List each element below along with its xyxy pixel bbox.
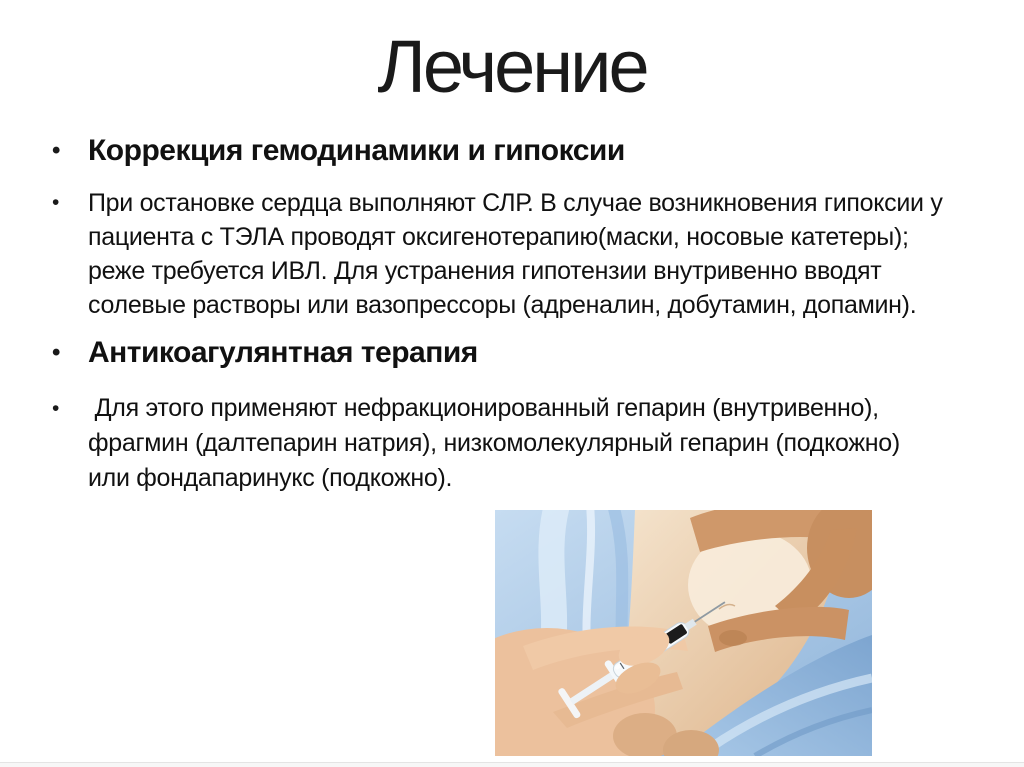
body-line: реже требуется ИВЛ. Для устранения гипотензии внутривенно вводят <box>88 257 882 285</box>
bullet-heading-hemodynamics <box>52 133 625 169</box>
body-line: пациента с ТЭЛА проводят оксигенотерапию(маски, носовые катетеры); <box>88 223 909 251</box>
bullet-body-text <box>88 186 943 322</box>
body-line: При остановке сердца выполняют СЛР. В случае возникновения гипоксии у <box>88 189 943 217</box>
body-line: фрагмин (далтепарин натрия), низкомолекулярный гепарин (подкожно) <box>88 429 900 457</box>
body-line: или фондапаринукс (подкожно). <box>88 464 453 492</box>
bullet-marker: • <box>52 191 60 214</box>
bullet-body-anticoagulant <box>52 391 900 496</box>
injection-photo-graphic <box>495 510 872 756</box>
bullet-heading-anticoagulant <box>52 335 478 371</box>
bullet-heading-text: Антикоагулянтная терапия <box>88 336 478 369</box>
bullet-heading-text: Коррекция гемодинамики и гипоксии <box>88 134 625 167</box>
bullet-marker: • <box>52 339 60 366</box>
body-line: Для этого применяют нефракционированный гепарин (внутривенно), <box>88 394 879 422</box>
bullet-marker: • <box>52 397 60 420</box>
body-line: солевые растворы или вазопрессоры (адреналин, добутамин, допамин). <box>88 291 917 319</box>
bullet-body-text <box>88 391 900 496</box>
page-title: Лечение <box>377 25 647 108</box>
bullet-marker: • <box>52 137 60 164</box>
injection-photo <box>495 510 872 756</box>
slide-bottom-edge <box>0 762 1024 767</box>
bullet-body-hemodynamics <box>52 186 943 322</box>
